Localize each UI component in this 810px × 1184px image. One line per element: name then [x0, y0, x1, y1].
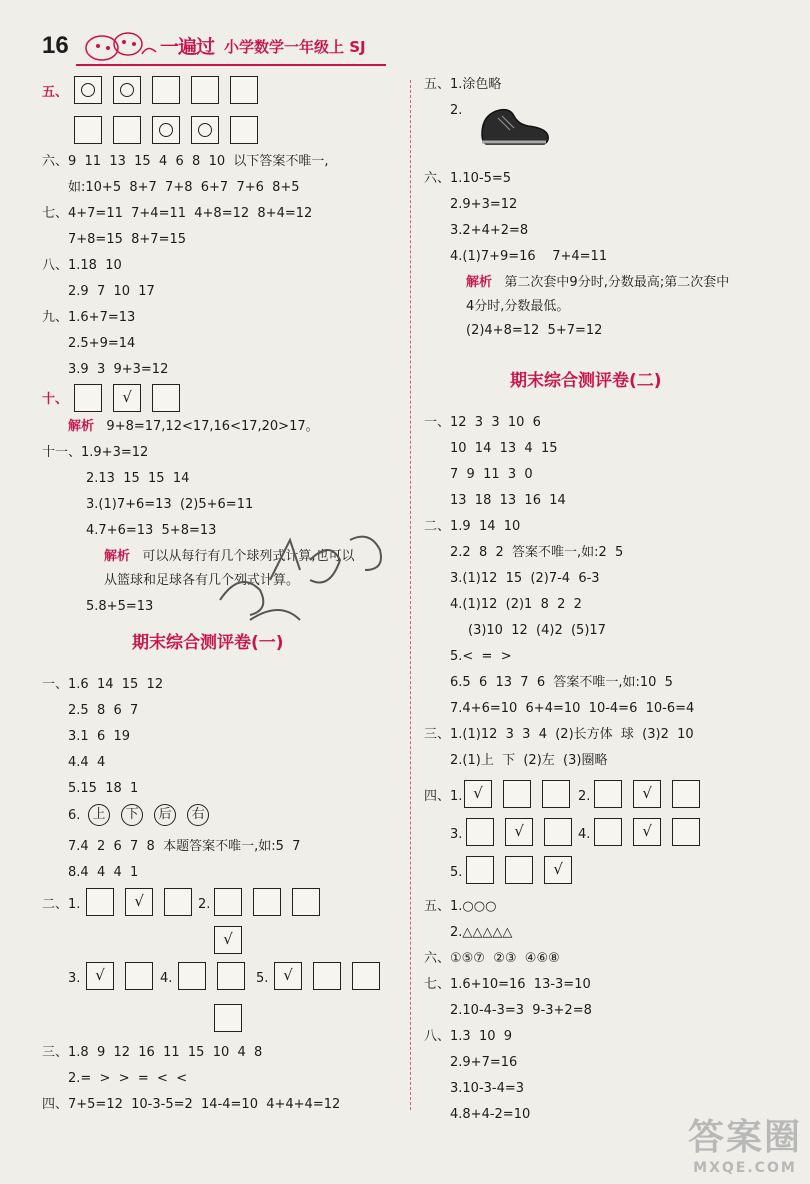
e2-yi-1: 一、12 3 3 10 6 — [424, 415, 541, 430]
e2-er-7: 6.5 6 13 7 6 答案不唯一,如:10 5 — [450, 675, 673, 690]
e2-yi-3: 7 9 11 3 0 — [450, 467, 533, 482]
e1-yi-3: 3.1 6 19 — [68, 729, 131, 744]
answer-box-checked: √ — [633, 818, 661, 846]
page-number: 16 — [42, 32, 69, 59]
left-shiyi-4: 4.7+6=13 5+8=13 — [86, 523, 217, 538]
answer-box-checked: √ — [125, 888, 153, 916]
answer-box-checked: √ — [86, 962, 114, 990]
e2-er-4: 4.(1)12 (2)1 8 2 2 — [450, 597, 582, 612]
e1-yi-6-circles — [88, 804, 215, 826]
e1-yi-5: 5.15 18 1 — [68, 781, 139, 796]
answer-box — [214, 1004, 242, 1032]
answer-box — [352, 962, 380, 990]
e2-liu: 六、①⑤⑦ ②③ ④⑥⑧ — [424, 951, 560, 966]
e1-er-5-label: 5. — [256, 971, 269, 986]
e1-er-3-label: 3. — [68, 971, 81, 986]
left-jiu-1: 九、1.6+7=13 — [42, 310, 136, 325]
right-wu-1: 五、1.涂色略 — [424, 77, 502, 92]
e2-ba-2: 2.9+7=16 — [450, 1055, 518, 1070]
e1-er-2-boxes — [214, 888, 326, 916]
column-divider — [410, 80, 411, 1110]
right-liu-4: 4.(1)7+9=16 7+4=11 — [450, 249, 608, 264]
e2-si-2-boxes — [594, 780, 706, 808]
e2-ba-4: 4.8+4-2=10 — [450, 1107, 531, 1122]
e2-er-6: 5.< = > — [450, 649, 512, 664]
left-qi-2: 7+8=15 8+7=15 — [68, 232, 187, 247]
shoe-icon — [478, 104, 550, 150]
e2-si-5-label: 5. — [450, 865, 463, 880]
circled-answer: 上 — [88, 804, 110, 826]
e2-qi-1: 七、1.6+10=16 13-3=10 — [424, 977, 591, 992]
right-liu-2: 2.9+3=12 — [450, 197, 518, 212]
circled-answer: 下 — [121, 804, 143, 826]
e1-er-2-label: 2. — [198, 897, 211, 912]
answer-box — [191, 76, 219, 104]
e1-er-2-boxes-row2 — [214, 926, 248, 954]
left-shiyi-analysis-1: 解析 可以从每行有几个球列式计算,也可以 — [104, 549, 355, 564]
e1-san-1: 三、1.8 9 12 16 11 15 10 4 8 — [42, 1045, 263, 1060]
left-ba-1: 八、1.18 10 — [42, 258, 122, 273]
answer-box-checked: √ — [274, 962, 302, 990]
right-wu-2: 2. — [450, 103, 463, 118]
e2-si-2-label: 2. — [578, 789, 591, 804]
header-rule — [76, 64, 386, 66]
e2-san-1: 三、1.(1)12 3 3 4 (2)长方体 球 (3)2 10 — [424, 727, 694, 742]
left-wu-boxes-row1 — [74, 76, 264, 104]
answer-box — [542, 780, 570, 808]
answer-box — [594, 780, 622, 808]
series-title: 小学数学一年级上 SJ — [224, 38, 366, 56]
left-shi-analysis: 解析 9+8=17,12<17,16<17,20>17。 — [68, 419, 319, 434]
e1-yi-8: 8.4 4 4 1 — [68, 865, 139, 880]
answer-box-checked: √ — [544, 856, 572, 884]
left-qi: 七、4+7=11 7+4=11 4+8=12 8+4=12 — [42, 206, 313, 221]
left-shi-label: 十、 — [42, 392, 69, 407]
brand-logo: 一遍过 — [160, 36, 215, 58]
e2-wu-1: 五、1.○○○ — [424, 899, 497, 914]
answer-box — [503, 780, 531, 808]
answer-box-checked: √ — [464, 780, 492, 808]
answer-box — [125, 962, 153, 990]
e1-yi-6-label: 6. — [68, 808, 81, 823]
e2-si-4-label: 4. — [578, 827, 591, 842]
e1-er-4-boxes — [178, 962, 251, 990]
answer-box — [313, 962, 341, 990]
answer-box — [152, 116, 180, 144]
right-liu-analysis-2: 4分时,分数最低。 — [466, 299, 570, 314]
e2-ba-3: 3.10-3-4=3 — [450, 1081, 525, 1096]
e1-er-1-boxes — [86, 888, 198, 916]
watermark-logo: 答案圈 — [687, 1117, 802, 1158]
e1-si: 四、7+5=12 10-3-5=2 14-4=10 4+4+4=12 — [42, 1097, 341, 1112]
left-jiu-2: 2.5+9=14 — [68, 336, 136, 351]
left-wu-boxes-row2 — [74, 116, 264, 144]
watermark — [688, 1109, 802, 1176]
e2-qi-2: 2.10-4-3=3 9-3+2=8 — [450, 1003, 592, 1018]
e2-yi-2: 10 14 13 4 15 — [450, 441, 558, 456]
watermark-url: MXQE.COM — [693, 1160, 797, 1176]
e1-san-2: 2.= > > = < < — [68, 1071, 188, 1086]
e2-er-8: 7.4+6=10 6+4=10 10-4=6 10-6=4 — [450, 701, 695, 716]
e1-er-5-boxes — [274, 962, 386, 990]
circled-answer: 右 — [187, 804, 209, 826]
page-header — [0, 20, 810, 70]
e1-er-boxes-row3 — [214, 1004, 248, 1032]
e1-yi-7: 7.4 2 6 7 8 本题答案不唯一,如:5 7 — [68, 839, 301, 854]
answer-box — [74, 76, 102, 104]
e2-er-5: (3)10 12 (4)2 (5)17 — [468, 623, 606, 638]
answer-box — [466, 818, 494, 846]
answer-box — [86, 888, 114, 916]
e1-er-3-boxes — [86, 962, 159, 990]
e2-wu-2: 2.△△△△△ — [450, 925, 513, 940]
answer-box — [292, 888, 320, 916]
answer-box-checked: √ — [505, 818, 533, 846]
left-ba-2: 2.9 7 10 17 — [68, 284, 155, 299]
e2-yi-4: 13 18 13 16 14 — [450, 493, 566, 508]
e2-er-1: 二、1.9 14 10 — [424, 519, 521, 534]
answer-box-checked: √ — [113, 384, 141, 412]
answer-box — [113, 76, 141, 104]
answer-box — [230, 76, 258, 104]
answer-box — [466, 856, 494, 884]
answer-box — [113, 116, 141, 144]
exam1-title: 期末综合测评卷(一) — [132, 633, 284, 653]
e2-ba-1: 八、1.3 10 9 — [424, 1029, 513, 1044]
exam2-title: 期末综合测评卷(二) — [510, 371, 662, 391]
answer-box — [152, 384, 180, 412]
answer-box-checked: √ — [214, 926, 242, 954]
doodle-decoration-icon — [80, 26, 160, 66]
answer-box — [544, 818, 572, 846]
left-wu-label: 五、 — [42, 85, 69, 100]
left-liu-2: 如:10+5 8+7 7+8 6+7 7+6 8+5 — [68, 180, 300, 195]
e2-si-1-label: 四、1. — [424, 789, 463, 804]
e2-si-3-label: 3. — [450, 827, 463, 842]
answer-box — [672, 818, 700, 846]
right-liu-analysis-1: 解析 第二次套中9分时,分数最高;第二次套中 — [466, 275, 730, 290]
e2-si-4-boxes — [594, 818, 706, 846]
e1-yi-4: 4.4 4 — [68, 755, 106, 770]
e2-er-3: 3.(1)12 15 (2)7-4 6-3 — [450, 571, 600, 586]
answer-box — [178, 962, 206, 990]
right-liu-3: 3.2+4+2=8 — [450, 223, 529, 238]
answer-box — [594, 818, 622, 846]
circled-answer: 后 — [154, 804, 176, 826]
right-liu-1: 六、1.10-5=5 — [424, 171, 512, 186]
right-liu-5: (2)4+8=12 5+7=12 — [466, 323, 603, 338]
e2-si-1-boxes — [464, 780, 576, 808]
e1-er-4-label: 4. — [160, 971, 173, 986]
left-jiu-3: 3.9 3 9+3=12 — [68, 362, 169, 377]
left-shiyi-2: 2.13 15 15 14 — [86, 471, 190, 486]
left-shiyi-analysis-2: 从篮球和足球各有几个列式计算。 — [104, 573, 300, 588]
answer-box-checked: √ — [633, 780, 661, 808]
answer-box — [74, 116, 102, 144]
left-shiyi-5: 5.8+5=13 — [86, 599, 154, 614]
answer-box — [230, 116, 258, 144]
handwriting-scribble-icon — [210, 500, 410, 630]
left-shi-boxes — [74, 384, 186, 412]
e2-si-3-boxes — [466, 818, 578, 846]
e2-er-2: 2.2 8 2 答案不唯一,如:2 5 — [450, 545, 624, 560]
left-shiyi-1: 十一、1.9+3=12 — [42, 445, 149, 460]
answer-box — [217, 962, 245, 990]
e1-er-label: 二、1. — [42, 897, 81, 912]
answer-box — [191, 116, 219, 144]
e2-si-5-boxes — [466, 856, 578, 884]
e1-yi-2: 2.5 8 6 7 — [68, 703, 139, 718]
e2-san-2: 2.(1)上 下 (2)左 (3)圈略 — [450, 753, 608, 768]
left-shiyi-3: 3.(1)7+6=13 (2)5+6=11 — [86, 497, 254, 512]
answer-box — [164, 888, 192, 916]
left-liu: 六、9 11 13 15 4 6 8 10 以下答案不唯一, — [42, 154, 329, 169]
answer-box — [152, 76, 180, 104]
answer-box — [214, 888, 242, 916]
answer-box — [253, 888, 281, 916]
answer-box — [672, 780, 700, 808]
answer-box — [74, 384, 102, 412]
e1-yi-1: 一、1.6 14 15 12 — [42, 677, 164, 692]
answer-box — [505, 856, 533, 884]
